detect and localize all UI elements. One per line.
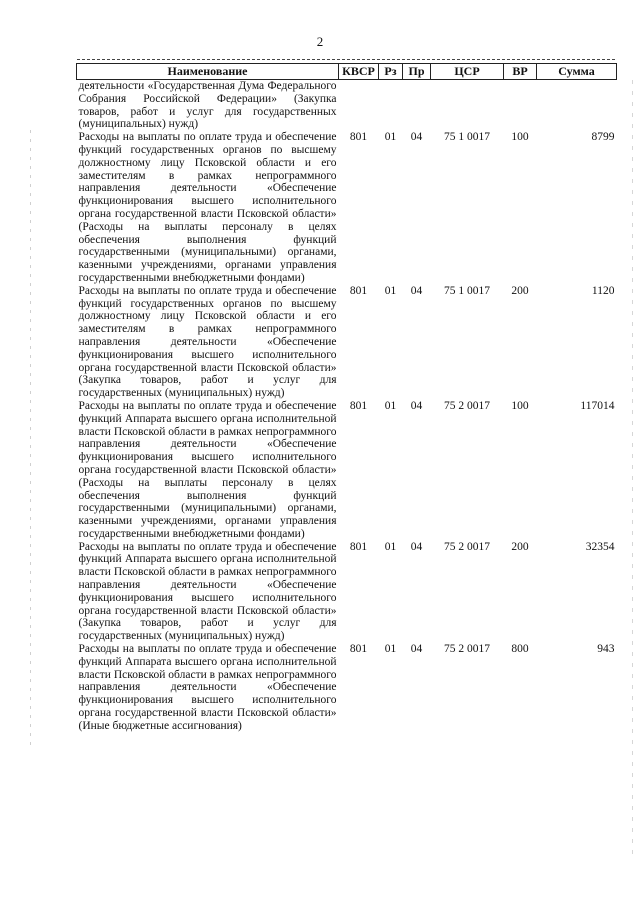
row-rz: 01 <box>384 399 397 412</box>
header-pr: Пр <box>403 64 431 80</box>
row-kvsr: 801 <box>349 540 368 553</box>
row-rz: 01 <box>384 540 397 553</box>
row-vr: 200 <box>511 540 529 553</box>
row-pr: 04 <box>410 643 423 656</box>
row-csr: 75 2 0017 <box>444 399 490 412</box>
table-row <box>77 400 617 541</box>
row-name: Расходы на выплаты по оплате труда и обеспечение функций государственных органов по высшему должностному лицу Псковской области и его заместителям в рамках непрограммного направления деятельности «Обеспечение функционирования высшего исполнительного органа государственной власти Псковской области» (Закупка товаров, работ и услуг для государственных (муниципальных) нужд) <box>78 284 337 400</box>
row-csr: 75 2 0017 <box>444 540 490 553</box>
row-csr: 75 1 0017 <box>444 284 490 297</box>
row-pr: 04 <box>410 131 423 144</box>
header-name: Наименование <box>77 64 339 80</box>
table-header-row <box>77 64 617 80</box>
table-row <box>77 643 617 733</box>
row-name: Расходы на выплаты по оплате труда и обеспечение функций Аппарата высшего органа исполнительной власти Псковской области в рамках непрограммного направления деятельности «Обеспечение функционирования высшего исполнительного органа государственной власти Псковской области» (Закупка товаров, работ и услуг для государственных (муниципальных) нужд) <box>78 540 337 643</box>
header-divider <box>77 59 615 60</box>
row-vr: 100 <box>511 131 529 144</box>
row-kvsr: 801 <box>349 131 368 144</box>
row-csr: 75 1 0017 <box>444 131 490 144</box>
row-rz: 01 <box>384 643 397 656</box>
header-csr: ЦСР <box>431 64 504 80</box>
table-row <box>77 285 617 400</box>
row-csr: 75 2 0017 <box>444 643 490 656</box>
page-number: 2 <box>316 34 324 49</box>
row-pr: 04 <box>410 540 423 553</box>
row-sum: 117014 <box>580 399 615 412</box>
header-sum: Сумма <box>537 64 617 80</box>
row-name: Расходы на выплаты по оплате труда и обеспечение функций Аппарата высшего органа исполнительной власти Псковской области в рамках непрограммного направления деятельности «Обеспечение функционирования высшего исполнительного органа государственной власти Псковской области» (Иные бюджетные ассигнования) <box>78 643 337 732</box>
row-sum: 32354 <box>585 540 615 553</box>
row-sum: 943 <box>597 643 615 656</box>
table-row <box>77 131 617 285</box>
row-rz: 01 <box>384 131 397 144</box>
row-kvsr: 801 <box>349 643 368 656</box>
row-kvsr: 801 <box>349 399 368 412</box>
row-name: Расходы на выплаты по оплате труда и обеспечение функций государственных органов по высшему должностному лицу Псковской области и его заместителям в рамках непрограммного направления деятельности «Обеспечение функционирования высшего исполнительного органа государственной власти Псковской области» (Расходы на выплаты персоналу в целях обеспечения выполнения функций государственными (муниципальными) органами, казенными учреждениями, органами управления государственными внебюджетными фондами) <box>78 131 337 284</box>
header-kvsr: КВСР <box>339 64 379 80</box>
continuation-row <box>77 80 617 132</box>
row-vr: 100 <box>511 399 529 412</box>
scan-edge-right <box>632 80 633 860</box>
row-rz: 01 <box>384 284 397 297</box>
row-pr: 04 <box>410 284 423 297</box>
row-vr: 200 <box>511 284 529 297</box>
row-pr: 04 <box>410 399 423 412</box>
row-vr: 800 <box>511 643 529 656</box>
header-rz: Рз <box>379 64 403 80</box>
budget-table <box>76 63 617 733</box>
row-sum: 8799 <box>591 131 615 144</box>
table-row <box>77 541 617 643</box>
header-vr: ВР <box>504 64 537 80</box>
scan-edge-left <box>30 130 31 750</box>
row-sum: 1120 <box>591 284 615 297</box>
continuation-text: деятельности «Государственная Дума Федерального Собрания Российской Федерации» (Закупка товаров, работ и услуг для государственных (муниципальных) нужд) <box>78 80 337 131</box>
row-name: Расходы на выплаты по оплате труда и обеспечение функций Аппарата высшего органа исполнительной власти Псковской области в рамках непрограммного направления деятельности «Обеспечение функционирования высшего исполнительного органа государственной власти Псковской области» (Расходы на выплаты персоналу в целях обеспечения выполнения функций государственными (муниципальными) органами, казенными учреждениями, органами управления государственными внебюджетными фондами) <box>78 399 337 540</box>
row-kvsr: 801 <box>349 284 368 297</box>
